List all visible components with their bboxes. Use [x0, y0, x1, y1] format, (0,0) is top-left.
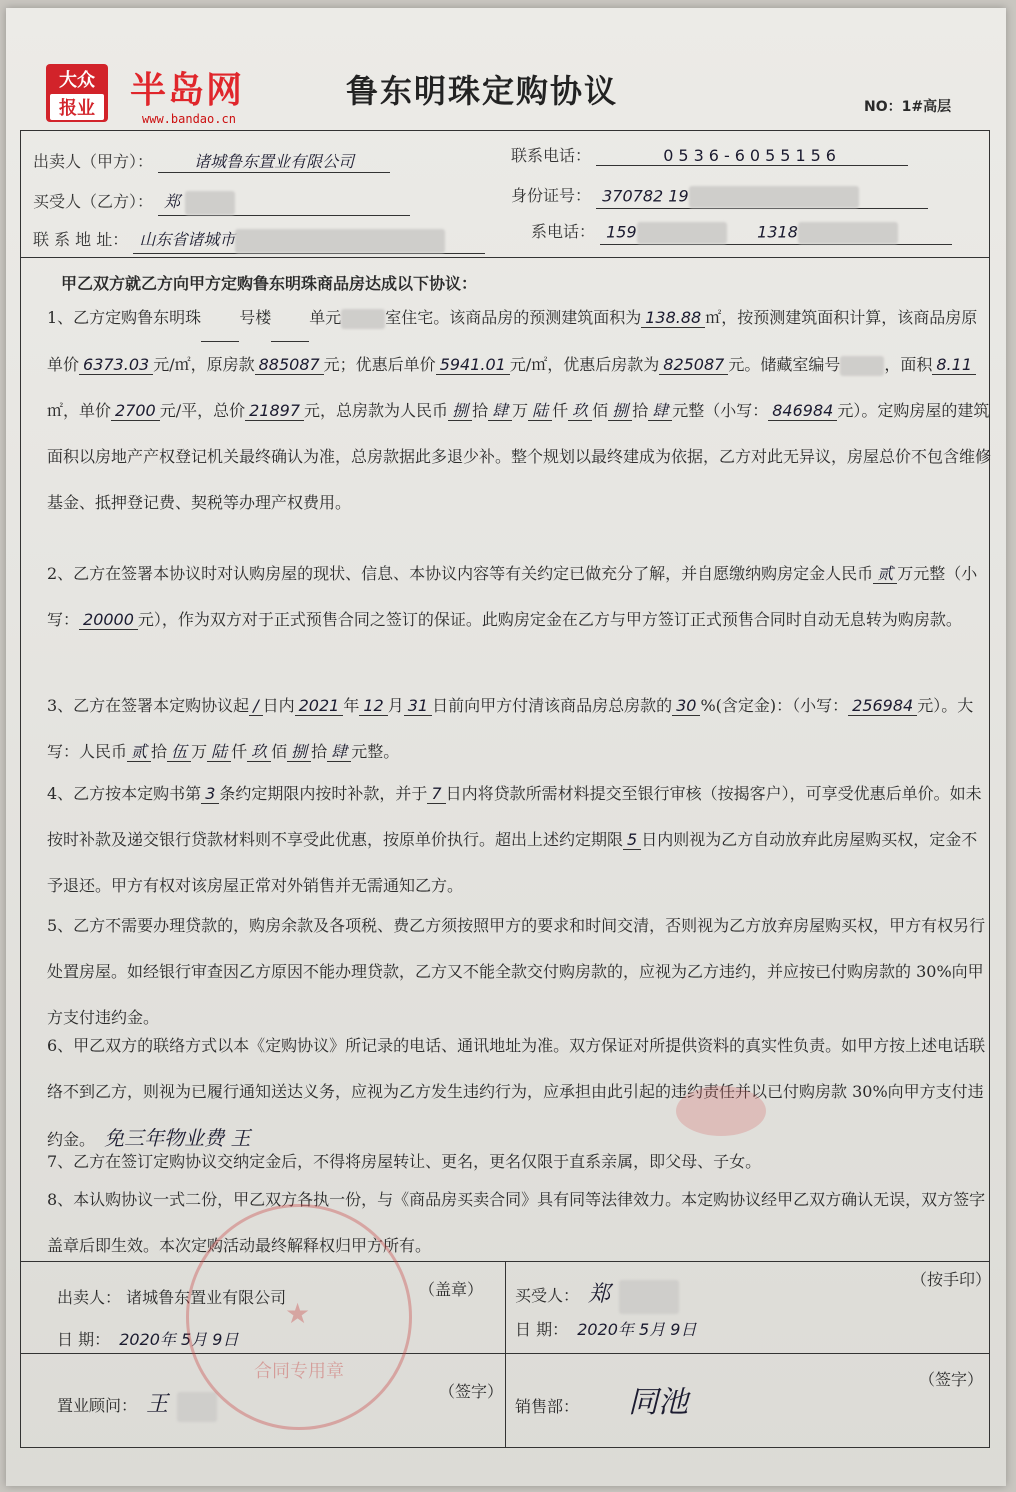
seller-label: 出卖人（甲方）：	[33, 152, 154, 171]
c1-text-16: 仟	[552, 401, 569, 420]
c2-text-2: 万元整（小写：	[47, 564, 978, 629]
phone-value: 0536-6055156	[596, 146, 908, 166]
c3-day: 31	[404, 696, 432, 716]
c3-w6: 肆	[327, 742, 351, 762]
c3-days: /	[249, 696, 262, 716]
c1-amt-w1: 捌	[448, 401, 472, 421]
company-seal	[186, 1204, 412, 1430]
c2-deposit-word: 贰	[873, 564, 897, 584]
c1-text-13: 元，总房款为人民币	[304, 401, 449, 420]
c3-text-13: 元整。	[351, 742, 400, 761]
c4-days: 7	[427, 784, 445, 804]
sig-buyer	[515, 1277, 679, 1314]
c1-amt-w5: 捌	[608, 401, 632, 421]
c1-amt-w6: 肆	[648, 401, 672, 421]
c1-text-18: 拾	[632, 401, 649, 420]
c3-text-10: 仟	[231, 742, 248, 761]
c2-deposit-small: 20000	[79, 610, 138, 630]
id-value	[596, 186, 928, 209]
document-number: NO：1#高层	[864, 99, 952, 115]
bandao-logo: 半岛网	[130, 70, 245, 111]
c1-disc-price: 5941.01	[436, 355, 510, 375]
c1-text-20: 元）。定购房屋的建筑面积以房地产产权登记机关最终确认为准，总房款据此多退少补。整个规划以最终建成为依据，乙方对此无异议，房屋总价不包含维修基金、抵押登记费、契税等办理产权费用。	[47, 401, 992, 512]
sig-consultant	[57, 1387, 217, 1422]
buyer-name-redacted	[185, 191, 235, 215]
seller-value: 诸城鲁东置业有限公司	[158, 149, 390, 173]
header-divider	[21, 257, 989, 258]
sig-consultant-label: 置业顾问：	[57, 1396, 138, 1415]
phone2-row	[531, 219, 952, 245]
c3-year: 2021	[295, 696, 344, 716]
c3-text-3: 年	[343, 696, 360, 715]
c1-text-19: 元整（小写：	[672, 401, 769, 420]
c4-text-3: 日内将贷款所需材料提交至银行审核（按揭客户），可享受优惠后单价。如未按时补款及递交银行贷款材料则不享受此优惠，按原单价执行。超出上述约定期限	[47, 784, 982, 849]
sig-seal: （盖章）	[419, 1280, 484, 1299]
c1-storage-total: 21897	[245, 401, 304, 421]
sig-sales-value: 同池	[628, 1385, 689, 1420]
logo-badge-bottom: 报业	[50, 94, 104, 120]
id-number: 370782 19	[602, 186, 689, 205]
c2-text-1: 2、乙方在签署本协议时对认购房屋的现状、信息、本协议内容等有关约定已做充分了解，并自愿缴纳购房定金人民币	[47, 564, 874, 583]
red-fingerprint-mark	[676, 1086, 766, 1136]
address-row	[33, 227, 485, 254]
bandao-url: www.bandao.cn	[142, 112, 236, 126]
c4-text-2: 条约定期限内按时补款，并于	[219, 784, 428, 803]
c1-text-11: ㎡，单价	[47, 401, 112, 420]
c1-amt-w2: 肆	[488, 401, 512, 421]
c3-text-6: %(含定金)：（小写：	[700, 696, 849, 715]
sig-buyer-date	[515, 1317, 700, 1340]
seal-star-icon: ★	[285, 1297, 311, 1330]
c1-unit-blank	[271, 295, 309, 342]
phone-row	[511, 143, 908, 166]
sig-seller-value: 诸城鲁东置业有限公司	[126, 1288, 287, 1307]
sig-consultant-value: 王	[146, 1392, 169, 1417]
buyer-label: 买受人（乙方）：	[33, 192, 154, 211]
c3-text-12: 拾	[311, 742, 328, 761]
seller-row	[33, 149, 390, 173]
sig-sales	[515, 1377, 692, 1421]
c1-text-15: 万	[512, 401, 529, 420]
c1-text-4: 室住宅。该商品房的预测建筑面积为	[385, 308, 642, 327]
contract-paper	[6, 8, 1006, 1486]
c1-text-6: 元/㎡，原房款	[153, 355, 255, 374]
sig-sign-2: （签字）	[919, 1370, 984, 1389]
c4-text-4: 日内则视为乙方自动放弃此房屋购买权，定金不予退还。甲方有权对该房屋正常对外销售并无需通知乙方。	[47, 830, 978, 895]
c3-text-7: 元）。大写：人民币	[47, 696, 974, 761]
sig-buyer-redacted	[619, 1280, 679, 1314]
document-title: 鲁东明珠定购协议	[346, 72, 619, 110]
clause-4	[35, 771, 992, 909]
c1-storage-area: 8.11	[932, 355, 976, 375]
c1-text-2: 号楼	[239, 308, 272, 327]
c1-text-8: 元/㎡，优惠后房款为	[509, 355, 660, 374]
signature-col-divider	[505, 1261, 506, 1447]
c3-text-4: 月	[387, 696, 404, 715]
sig-seller-label: 出卖人：	[57, 1288, 122, 1307]
sig-buyer-date-value: 2020年 5月 9日	[577, 1320, 697, 1339]
c1-amt-w4: 玖	[568, 401, 592, 421]
intro-line: 甲乙双方就乙方向甲方定购鲁东明珠商品房达成以下协议：	[61, 274, 478, 293]
clause-1	[35, 295, 992, 526]
c4-text-1: 4、乙方按本定购书第	[47, 784, 202, 803]
c1-building-blank	[201, 295, 239, 342]
logo-badge-top: 大众	[59, 70, 95, 91]
sig-sales-label: 销售部：	[515, 1397, 580, 1416]
c3-text-5: 日前向甲方付清该商品房总房款的	[432, 696, 673, 715]
c1-text-1: 1、乙方定购鲁东明珠	[47, 308, 202, 327]
c3-w5: 捌	[287, 742, 311, 762]
c4-clause-no: 3	[201, 784, 219, 804]
address-redacted	[235, 229, 445, 253]
c3-text-2: 日内	[262, 696, 295, 715]
c1-orig-total: 885087	[255, 355, 324, 375]
phone2-a: 159	[606, 222, 637, 241]
clause-8: 8、本认购协议一式二份，甲乙双方各执一份，与《商品房买卖合同》具有同等法律效力。本定购协议经甲乙双方确认无误，双方签字盖章后即生效。本次定购活动最终解释权归甲方所有。	[47, 1190, 986, 1255]
buyer-row	[33, 189, 410, 216]
c1-text-5: ㎡，按预测建筑面积计算，该商品房原单价	[47, 308, 978, 374]
address-text: 山东省诸城市	[139, 230, 236, 249]
id-row	[511, 183, 928, 209]
c2-text-3: 元），作为双方对于正式预售合同之签订的保证。此购房定金在乙方与甲方签订正式预售合同时自动无息转为购房款。	[137, 610, 962, 629]
c3-text-1: 3、乙方在签署本定购协议起	[47, 696, 250, 715]
c3-w2: 伍	[167, 742, 191, 762]
c1-text-10: ，面积	[884, 355, 933, 374]
c1-amt-w3: 陆	[528, 401, 552, 421]
c1-text-12: 元/平，总价	[159, 401, 246, 420]
buyer-value	[158, 189, 410, 216]
seal-text: 合同专用章	[254, 1361, 344, 1382]
id-label: 身份证号：	[511, 186, 592, 205]
phone2-label: 系电话：	[531, 222, 596, 241]
c3-month: 12	[359, 696, 387, 716]
c3-text-8: 拾	[151, 742, 168, 761]
clause-7: 7、乙方在签订定购协议交纳定金后，不得将房屋转让、更名，更名仅限于直系亲属，即父母、子女。	[47, 1152, 762, 1171]
c1-disc-total: 825087	[659, 355, 728, 375]
sig-buyer-value: 郑	[588, 1282, 611, 1307]
c1-text-7: 元；优惠后单价	[323, 355, 436, 374]
sig-seller-date-value: 2020年 5月 9日	[119, 1330, 239, 1349]
id-redacted	[689, 186, 859, 208]
clause-3	[35, 683, 992, 775]
sig-seller-date-label: 日 期：	[57, 1330, 111, 1349]
phone2-b: 1318	[757, 222, 798, 241]
c4-days2: 5	[623, 830, 641, 850]
c1-area: 138.88	[641, 308, 705, 328]
sig-consultant-redacted	[177, 1392, 217, 1422]
c3-w1: 贰	[127, 742, 151, 762]
dazhong-logo	[46, 64, 108, 122]
buyer-name: 郑	[164, 192, 181, 211]
address-label: 联 系 地 址：	[33, 230, 129, 249]
clause-2	[35, 551, 992, 643]
c1-storage-redacted	[840, 356, 884, 376]
c1-text-17: 佰	[592, 401, 609, 420]
c3-percent: 30	[672, 696, 700, 716]
clause-5: 5、乙方不需要办理贷款的，购房余款及各项税、费乙方须按照甲方的要求和时间交清，否则视为乙方放弃房屋购买权，甲方有权另行处置房屋。如经银行审查因乙方原因不能办理贷款，乙方又不能全款交付购房款的，应视为乙方违约，并应按已付购房款的 30%向甲方支付违约金。	[47, 916, 986, 1027]
c3-text-11: 佰	[271, 742, 288, 761]
c1-orig-price: 6373.03	[79, 355, 153, 375]
c1-text-14: 拾	[472, 401, 489, 420]
c1-text-9: 元。储藏室编号	[728, 355, 841, 374]
c3-w3: 陆	[207, 742, 231, 762]
c1-room-redacted	[341, 309, 385, 329]
c6-handwritten-note: 免三年物业费 王	[104, 1126, 251, 1150]
c1-storage-price: 2700	[111, 401, 160, 421]
phone2-value	[600, 222, 952, 245]
sig-buyer-label: 买受人：	[515, 1286, 580, 1305]
sig-fingerprint: （按手印）	[911, 1270, 992, 1289]
contract-frame	[20, 130, 990, 1448]
c3-text-9: 万	[191, 742, 208, 761]
c1-text-3: 单元	[309, 308, 342, 327]
phone2-a-redacted	[637, 222, 727, 244]
sig-buyer-date-label: 日 期：	[515, 1320, 569, 1339]
phone2-b-redacted	[798, 222, 898, 244]
phone-label: 联系电话：	[511, 146, 592, 165]
c6-text: 6、甲乙双方的联络方式以本《定购协议》所记录的电话、通讯地址为准。双方保证对所提供资料的真实性负责。如甲方按上述电话联络不到乙方，则视为已履行通知送达义务，应视为乙方发生违约行为，应承担由此引起的违约责任并以已付购房款 30%向甲方支付违约金。	[47, 1036, 986, 1149]
address-value	[133, 227, 485, 254]
sig-sign-1: （签字）	[439, 1382, 504, 1401]
c3-small: 256984	[848, 696, 917, 716]
c3-w4: 玖	[247, 742, 271, 762]
c1-amt-small: 846984	[768, 401, 837, 421]
